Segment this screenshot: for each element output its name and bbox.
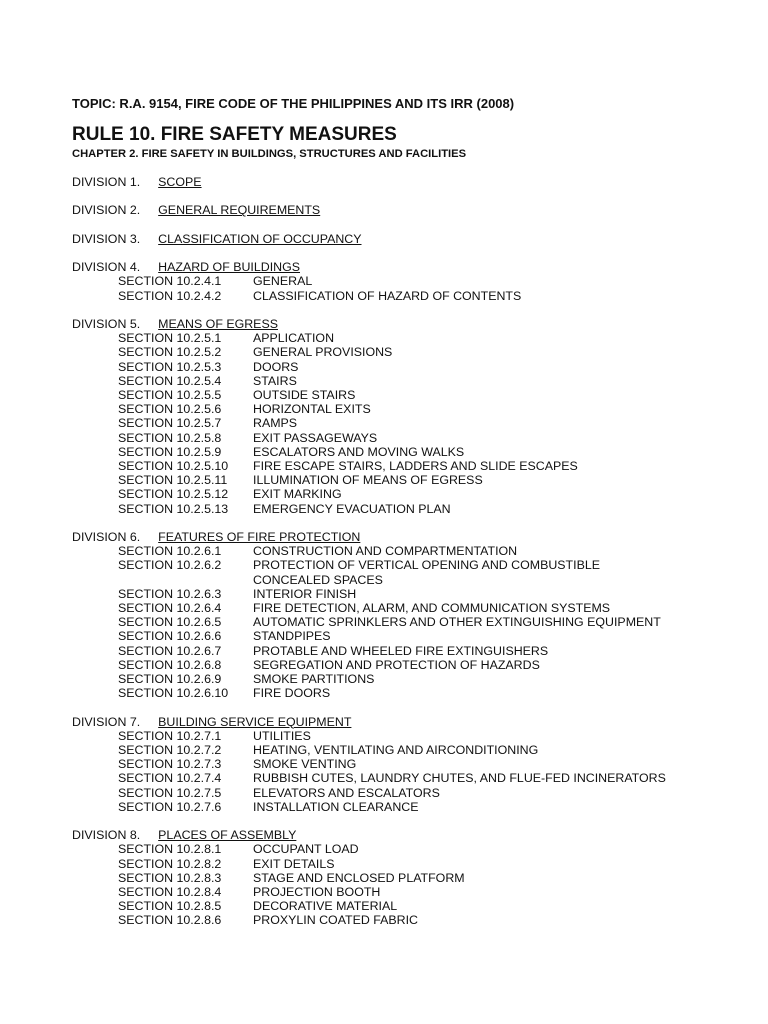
section-number: SECTION 10.2.5.4 — [118, 373, 222, 388]
document-page — [72, 96, 732, 942]
division-heading — [72, 175, 202, 189]
section-row — [72, 857, 732, 871]
section-number: SECTION 10.2.6.10 — [118, 686, 229, 701]
section-title: AUTOMATIC SPRINKLERS AND OTHER EXTINGUISHING EQUIPMENT — [253, 615, 661, 630]
section-row — [72, 800, 732, 814]
section-row — [72, 558, 732, 586]
section-title: PROXYLIN COATED FABRIC — [253, 913, 419, 928]
section-title: DECORATIVE MATERIAL — [253, 899, 398, 914]
section-title: ILLUMINATION OF MEANS OF EGRESS — [253, 473, 483, 488]
section-number: SECTION 10.2.8.2 — [118, 856, 222, 871]
division-block — [72, 715, 732, 814]
section-row — [72, 672, 732, 686]
section-number: SECTION 10.2.6.2 — [118, 558, 222, 573]
division-number: DIVISION 8. — [72, 828, 141, 843]
section-number: SECTION 10.2.6.8 — [118, 657, 222, 672]
section-title: PROTECTION OF VERTICAL OPENING AND COMBUSTIBLE CONCEALED SPACES — [253, 558, 600, 587]
division-block — [72, 175, 732, 189]
section-title: STANDPIPES — [253, 629, 331, 644]
section-number: SECTION 10.2.5.3 — [118, 359, 222, 374]
section-number: SECTION 10.2.6.1 — [118, 544, 222, 559]
section-title: FIRE DETECTION, ALARM, AND COMMUNICATION SYSTEMS — [253, 601, 611, 616]
section-row — [72, 615, 732, 629]
section-title: EXIT PASSAGEWAYS — [253, 430, 378, 445]
section-title: GENERAL PROVISIONS — [253, 345, 393, 360]
section-number: SECTION 10.2.7.6 — [118, 799, 222, 814]
division-number: DIVISION 1. — [72, 175, 141, 189]
section-number: SECTION 10.2.4.1 — [118, 274, 222, 289]
section-title: SMOKE VENTING — [253, 757, 357, 772]
division-gap — [140, 715, 158, 729]
section-title: UTILITIES — [253, 728, 311, 743]
section-row — [72, 459, 732, 473]
section-title: HEATING, VENTILATING AND AIRCONDITIONING — [253, 743, 539, 758]
section-number: SECTION 10.2.5.11 — [118, 473, 228, 488]
section-row — [72, 658, 732, 672]
division-gap — [140, 175, 158, 189]
division-number: DIVISION 2. — [72, 203, 141, 218]
division-title: HAZARD OF BUILDINGS — [158, 260, 300, 275]
section-number: SECTION 10.2.5.6 — [118, 402, 222, 417]
section-number: SECTION 10.2.5.9 — [118, 444, 222, 459]
section-row — [72, 771, 732, 785]
section-number: SECTION 10.2.6.9 — [118, 672, 222, 687]
section-number: SECTION 10.2.5.7 — [118, 416, 222, 431]
section-number: SECTION 10.2.6.7 — [118, 643, 222, 658]
division-heading — [72, 828, 296, 842]
section-number: SECTION 10.2.6.4 — [118, 601, 222, 616]
section-row — [72, 374, 732, 388]
division-gap — [140, 828, 158, 842]
section-title: INTERIOR FINISH — [253, 586, 357, 601]
section-number: SECTION 10.2.6.3 — [118, 586, 222, 601]
division-block — [72, 530, 732, 700]
section-number: SECTION 10.2.5.10 — [118, 459, 229, 473]
section-number: SECTION 10.2.7.5 — [118, 785, 222, 800]
division-title: CLASSIFICATION OF OCCUPANCY — [158, 231, 362, 246]
section-row — [72, 445, 732, 459]
division-gap — [140, 317, 158, 331]
section-title: EXIT MARKING — [253, 487, 342, 502]
division-gap — [140, 203, 158, 217]
section-title: INSTALLATION CLEARANCE — [253, 799, 419, 814]
section-title: ELEVATORS AND ESCALATORS — [253, 785, 440, 800]
section-title: HORIZONTAL EXITS — [253, 402, 371, 417]
section-row — [72, 360, 732, 374]
section-title: OUTSIDE STAIRS — [253, 387, 356, 402]
section-row — [72, 544, 732, 558]
section-number: SECTION 10.2.5.8 — [118, 430, 222, 445]
division-gap — [140, 260, 158, 274]
section-number: SECTION 10.2.6.5 — [118, 615, 222, 630]
section-title: PROTABLE AND WHEELED FIRE EXTINGUISHERS — [253, 643, 549, 658]
section-number: SECTION 10.2.5.13 — [118, 501, 229, 516]
section-title: OCCUPANT LOAD — [253, 842, 359, 857]
division-number: DIVISION 6. — [72, 530, 141, 544]
table-of-contents — [72, 175, 732, 928]
section-row — [72, 274, 732, 288]
section-title: EXIT DETAILS — [253, 856, 335, 871]
section-number: SECTION 10.2.7.3 — [118, 757, 222, 772]
section-row — [72, 431, 732, 445]
section-row — [72, 629, 732, 643]
division-number: DIVISION 7. — [72, 714, 141, 729]
section-number: SECTION 10.2.7.1 — [118, 728, 222, 743]
section-number: SECTION 10.2.6.6 — [118, 629, 222, 644]
section-row — [72, 842, 732, 856]
section-row — [72, 473, 732, 487]
section-title: APPLICATION — [253, 331, 335, 346]
section-title: ESCALATORS AND MOVING WALKS — [253, 444, 465, 459]
division-number: DIVISION 4. — [72, 260, 141, 275]
section-title: GENERAL — [253, 274, 313, 289]
section-row — [72, 786, 732, 800]
division-title: FEATURES OF FIRE PROTECTION — [158, 530, 361, 544]
section-number: SECTION 10.2.5.5 — [118, 387, 222, 402]
section-number: SECTION 10.2.5.12 — [118, 487, 229, 502]
section-row — [72, 899, 732, 913]
section-row — [72, 729, 732, 743]
section-row — [72, 416, 732, 430]
section-number: SECTION 10.2.8.4 — [118, 885, 222, 900]
section-row — [72, 686, 732, 700]
section-row — [72, 587, 732, 601]
section-title: STAGE AND ENCLOSED PLATFORM — [253, 870, 465, 885]
section-number: SECTION 10.2.8.5 — [118, 899, 222, 914]
section-number: SECTION 10.2.8.1 — [118, 842, 222, 857]
division-block — [72, 260, 732, 303]
section-title: FIRE ESCAPE STAIRS, LADDERS AND SLIDE ESCAPES — [253, 459, 578, 473]
section-title: SMOKE PARTITIONS — [253, 672, 375, 687]
section-number: SECTION 10.2.7.2 — [118, 743, 222, 758]
section-number: SECTION 10.2.5.2 — [118, 345, 222, 360]
division-gap — [140, 530, 158, 544]
section-row — [72, 331, 732, 345]
section-title: RUBBISH CUTES, LAUNDRY CHUTES, AND FLUE-FED INCINERATORS — [253, 771, 666, 786]
section-row — [72, 487, 732, 501]
section-row — [72, 871, 732, 885]
rule-title: RULE 10. FIRE SAFETY MEASURES — [72, 124, 397, 145]
division-heading — [72, 530, 360, 544]
division-title: SCOPE — [158, 175, 202, 189]
section-title: PROJECTION BOOTH — [253, 885, 381, 900]
section-row — [72, 913, 732, 927]
section-title: SEGREGATION AND PROTECTION OF HAZARDS — [253, 657, 540, 672]
section-number: SECTION 10.2.8.3 — [118, 870, 222, 885]
section-title: STAIRS — [253, 373, 297, 388]
division-title: GENERAL REQUIREMENTS — [158, 203, 321, 218]
section-row — [72, 743, 732, 757]
division-title: MEANS OF EGRESS — [158, 316, 278, 331]
section-row — [72, 388, 732, 402]
division-heading — [72, 260, 300, 274]
section-row — [72, 502, 732, 516]
division-block — [72, 828, 732, 927]
section-row — [72, 289, 732, 303]
section-title: CLASSIFICATION OF HAZARD OF CONTENTS — [253, 288, 522, 303]
section-title: EMERGENCY EVACUATION PLAN — [253, 501, 451, 516]
division-block — [72, 203, 732, 217]
section-row — [72, 601, 732, 615]
division-gap — [140, 232, 158, 246]
section-number: SECTION 10.2.4.2 — [118, 288, 222, 303]
division-number: DIVISION 5. — [72, 316, 141, 331]
division-title: BUILDING SERVICE EQUIPMENT — [158, 714, 352, 729]
section-number: SECTION 10.2.5.1 — [118, 331, 222, 346]
section-row — [72, 345, 732, 359]
section-number: SECTION 10.2.7.4 — [118, 771, 222, 786]
division-heading — [72, 232, 362, 246]
section-row — [72, 402, 732, 416]
section-title: DOORS — [253, 359, 299, 374]
section-row — [72, 644, 732, 658]
division-heading — [72, 715, 351, 729]
division-block — [72, 317, 732, 516]
section-title: FIRE DOORS — [253, 686, 331, 701]
division-heading — [72, 317, 278, 331]
division-title: PLACES OF ASSEMBLY — [158, 828, 297, 843]
division-heading — [72, 203, 320, 217]
section-title: RAMPS — [253, 416, 298, 431]
section-row — [72, 885, 732, 899]
section-title: CONSTRUCTION AND COMPARTMENTATION — [253, 544, 518, 559]
section-row — [72, 757, 732, 771]
division-block — [72, 232, 732, 246]
division-number: DIVISION 3. — [72, 231, 141, 246]
chapter-title: CHAPTER 2. FIRE SAFETY IN BUILDINGS, STRUCTURES AND FACILITIES — [72, 148, 467, 160]
topic-heading: TOPIC: R.A. 9154, FIRE CODE OF THE PHILIPPINES AND ITS IRR (2008) — [72, 96, 515, 111]
section-number: SECTION 10.2.8.6 — [118, 913, 222, 928]
